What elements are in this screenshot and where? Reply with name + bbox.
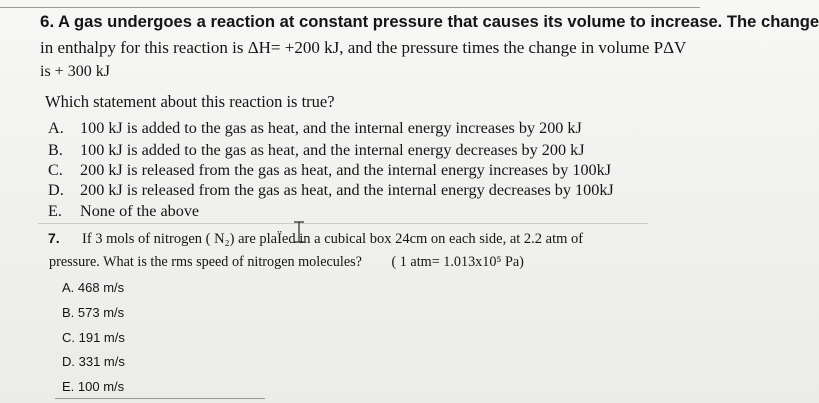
question-7-stem-line-2 xyxy=(49,252,524,272)
question-7-unit-note: ( 1 atm= 1.013x10⁵ Pa) xyxy=(391,254,524,270)
question-6-prompt: Which statement about this reaction is true? xyxy=(45,92,335,111)
option-text: D. 331 m/s xyxy=(62,354,125,369)
question-6-option-a[interactable] xyxy=(48,118,582,138)
option-text: A. 468 m/s xyxy=(62,280,125,295)
question-7-number: 7. xyxy=(48,230,60,246)
question-7-option-e[interactable] xyxy=(62,379,124,395)
option-label: E. xyxy=(48,202,62,220)
option-text: C. 191 m/s xyxy=(62,330,125,345)
question-7-option-d[interactable] xyxy=(62,354,125,370)
question-7-stem-line-1: If 3 mols of nitrogen ( N₂) are plaÏed in a cubical box 24cm on each side, at 2.2 atm of xyxy=(82,231,584,247)
option-text: None of the above xyxy=(80,202,200,220)
question-7-option-a[interactable] xyxy=(62,280,124,296)
text-cursor-icon xyxy=(292,221,306,243)
option-label: D. xyxy=(48,181,64,199)
top-divider xyxy=(0,7,700,8)
option-text: 200 kJ is released from the gas as heat, and the internal energy increases by 100kJ xyxy=(80,161,612,179)
option-text: E. 100 m/s xyxy=(62,379,125,394)
question-6-stem-line-2: in enthalpy for this reaction is ΔH= +200 kJ, and the pressure times the change in volume PΔV xyxy=(40,38,687,57)
option-label: C. xyxy=(48,161,63,179)
option-text: 200 kJ is released from the gas as heat, and the internal energy decreases by 100kJ xyxy=(80,181,614,199)
question-6-number: 6. xyxy=(40,12,55,31)
question-7-stem-text: pressure. What is the rms speed of nitrogen molecules? xyxy=(49,254,362,270)
option-label: A. xyxy=(48,119,64,137)
question-6-stem-line-3: is + 300 kJ xyxy=(40,63,110,80)
question-divider xyxy=(38,223,648,224)
question-7-option-b[interactable] xyxy=(62,305,124,321)
option-label: B. xyxy=(48,141,63,159)
question-6-option-c[interactable] xyxy=(48,160,611,180)
question-6-option-e[interactable] xyxy=(48,201,199,221)
question-7-option-c[interactable] xyxy=(62,330,125,346)
bottom-divider xyxy=(55,398,265,399)
question-6-stem-line-1: A gas undergoes a reaction at constant pressure that causes its volume to increase. The change xyxy=(58,12,819,31)
option-text: 100 kJ is added to the gas as heat, and the internal energy increases by 200 kJ xyxy=(80,119,582,137)
option-text: 100 kJ is added to the gas as heat, and the internal energy decreases by 200 kJ xyxy=(80,141,585,159)
option-text: B. 573 m/s xyxy=(62,305,125,320)
question-6-option-d[interactable] xyxy=(48,180,614,200)
question-6-option-b[interactable] xyxy=(48,140,585,160)
